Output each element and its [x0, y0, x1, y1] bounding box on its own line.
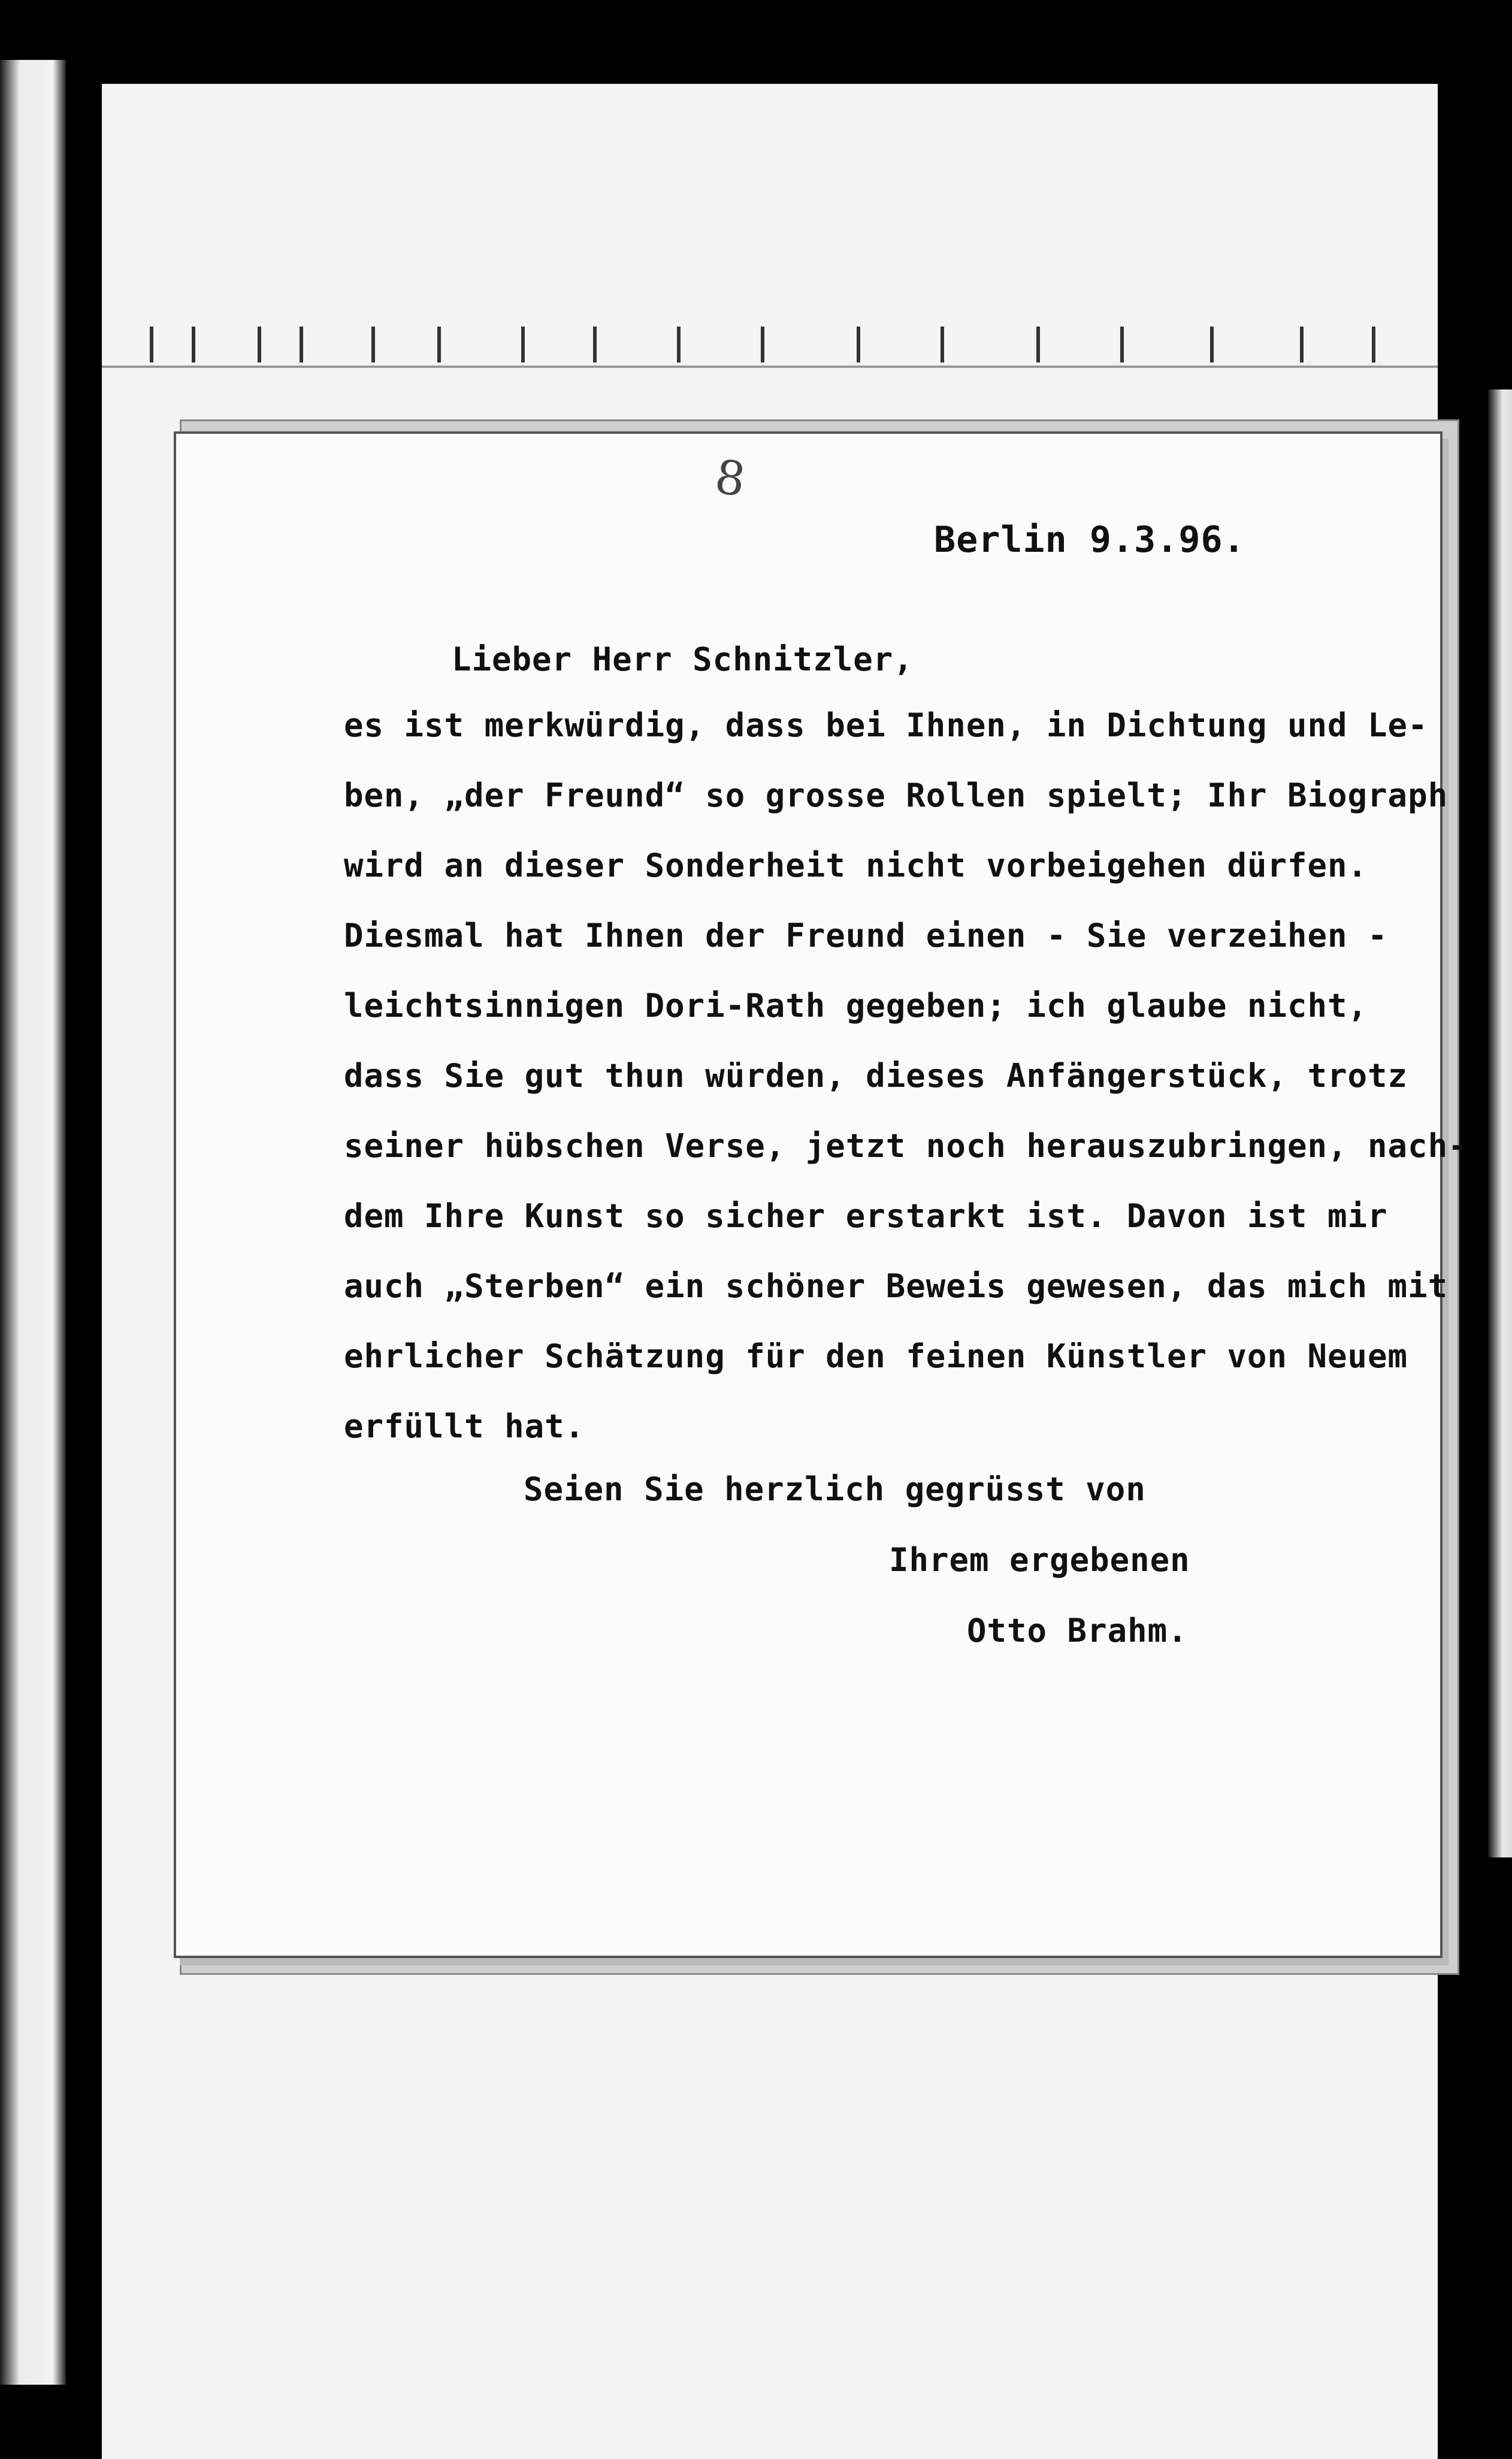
salutation: Lieber Herr Schnitzler,: [452, 641, 914, 678]
body-line: leichtsinnigen Dori-Rath gegeben; ich glaube nicht,: [344, 987, 1368, 1025]
closing-line-2: Ihrem ergebenen: [889, 1541, 1190, 1579]
body-line: erfüllt hat.: [344, 1407, 585, 1445]
letter-page: [174, 431, 1468, 1958]
body-line: dass Sie gut thun würden, dieses Anfängerstück, trotz: [344, 1057, 1408, 1095]
body-line: Diesmal hat Ihnen der Freund einen - Sie verzeihen -: [344, 917, 1388, 954]
body-line: wird an dieser Sonderheit nicht vorbeigehen dürfen.: [344, 847, 1368, 884]
body-line: ehrlicher Schätzung für den feinen Künstler von Neuem: [344, 1337, 1408, 1375]
body-line: dem Ihre Kunst so sicher erstarkt ist. Davon ist mir: [344, 1197, 1388, 1235]
letter-date: Berlin 9.3.96.: [934, 519, 1245, 561]
body-line: auch „Sterben“ ein schöner Beweis gewesen, das mich mit: [344, 1267, 1449, 1305]
fold-line: [102, 365, 1438, 368]
folio-number: 8: [711, 449, 749, 508]
adjacent-page-right-edge: [1488, 389, 1512, 1857]
perforation-row: [102, 315, 1438, 380]
closing-line: Seien Sie herzlich gegrüsst von: [524, 1470, 1146, 1508]
signature: Otto Brahm.: [967, 1612, 1188, 1650]
body-line: es ist merkwürdig, dass bei Ihnen, in Dichtung und Le-: [344, 706, 1428, 744]
adjacent-page-left-edge: [0, 60, 66, 2385]
body-line: seiner hübschen Verse, jetzt noch herauszubringen, nach-: [344, 1127, 1468, 1165]
body-line: ben, „der Freund“ so grosse Rollen spielt; Ihr Biograph: [344, 777, 1449, 814]
